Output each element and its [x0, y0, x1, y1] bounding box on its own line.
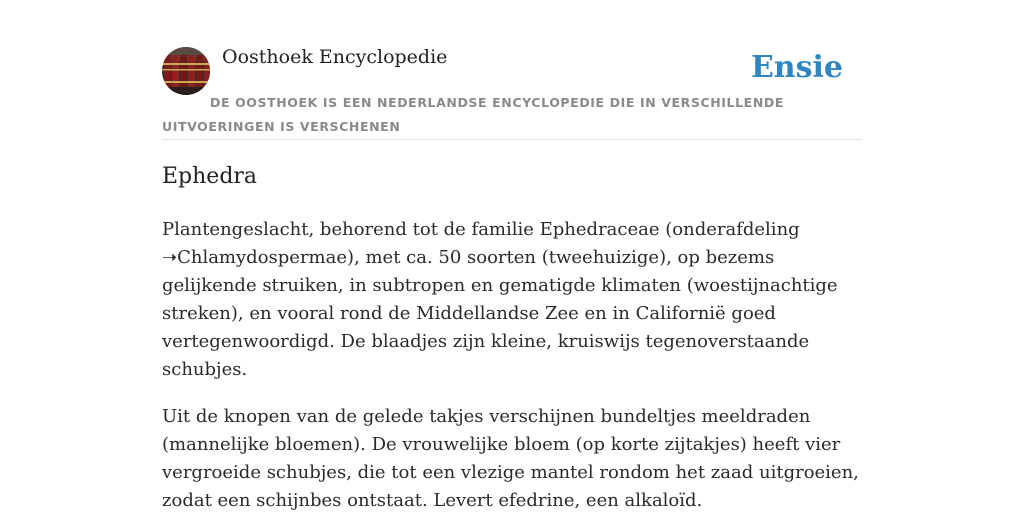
article-paragraph: Plantengeslacht, behorend tot de familie Ephedraceae (onderafdeling ➝Chlamydospermae), met ca. 50 soorten (tweehuizige), op bezems gelijkende struiken, in subtropen en gematigde klimaten (woestijnachtige streken), en vooral rond de Middellandse Zee en in Californië goed vertegenwoordigd. De blaadjes zijn kleine, kruiswijs tegenoverstaande schubjes. [162, 219, 838, 380]
brand-logo[interactable]: Ensie [750, 50, 843, 85]
article-paragraph: Uit de knopen van de gelede takjes verschijnen bundeltjes meeldraden (mannelijke bloemen). De vrouwelijke bloem (op korte zijtakjes) heeft vier vergroeide schubjes, die tot een vlezige mantel rondom het zaad uitgroeien, zodat een schijnbes ontstaat. Levert efedrine, een alkaloïd. [162, 406, 859, 511]
header-divider [162, 139, 862, 140]
source-avatar[interactable] [162, 47, 210, 95]
article-body [162, 216, 862, 512]
encyclopedia-books-icon [162, 47, 210, 95]
source-name[interactable]: Oosthoek Encyclopedie [222, 46, 448, 68]
article-title: Ephedra [162, 164, 258, 189]
source-tagline: DE OOSTHOEK IS EEN NEDERLANDSE ENCYCLOPEDIE DIE IN VERSCHILLENDE UITVOERINGEN IS VERSCHENEN [162, 95, 784, 134]
